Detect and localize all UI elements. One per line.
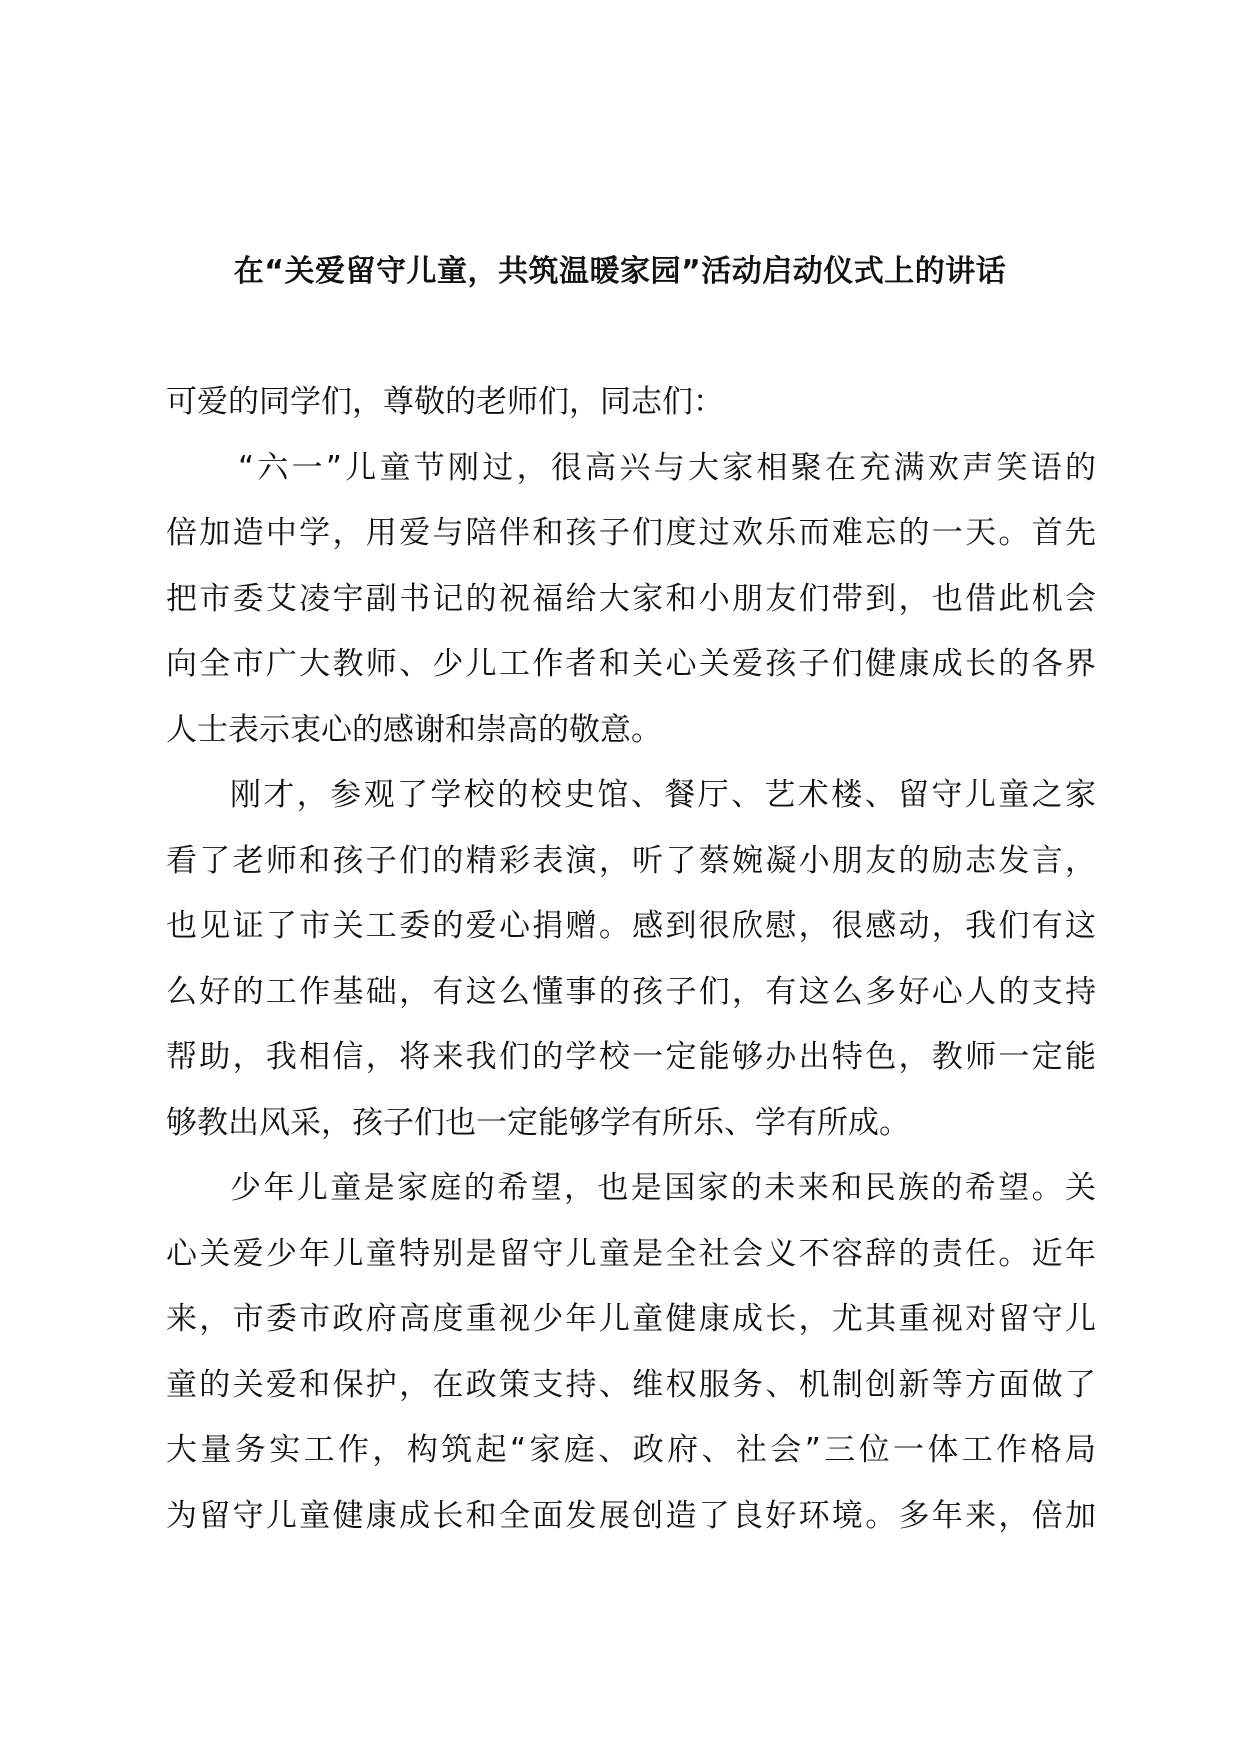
paragraph-2-line-5: 帮助，我相信，将来我们的学校一定能够办出特色，教师一定能 (166, 1039, 1096, 1075)
paragraph-3-line-6: 为留守儿童健康成长和全面发展创造了良好环境。多年来，倍加 (166, 1497, 1096, 1534)
paragraph-2-line-1: 刚才，参观了学校的校史馆、餐厅、艺术楼、留守儿童之家 (230, 777, 1096, 813)
paragraph-2-line-2: 看了老师和孩子们的精彩表演，听了蔡婉凝小朋友的励志发言， (166, 842, 1096, 879)
paragraph-2-line-3: 也见证了市关工委的爱心捐赠。感到很欣慰，很感动，我们有这 (166, 908, 1096, 944)
paragraph-1-line-5: 人士表示衷心的感谢和崇高的敬意。 (166, 711, 662, 748)
paragraph-3-line-3: 来，市委市政府高度重视少年儿童健康成长，尤其重视对留守儿 (166, 1301, 1096, 1337)
paragraph-3-line-5: 大量务实工作，构筑起“家庭、政府、社会”三位一体工作格局 (166, 1432, 1096, 1468)
paragraph-1-line-1: “六一”儿童节刚过，很高兴与大家相聚在充满欢声笑语的 (238, 449, 1096, 486)
paragraph-1-line-2: 倍加造中学，用爱与陪伴和孩子们度过欢乐而难忘的一天。首先 (166, 515, 1096, 551)
paragraph-1-line-3: 把市委艾凌宇副书记的祝福给大家和小朋友们带到，也借此机会 (166, 580, 1096, 617)
paragraph-3-line-4: 童的关爱和保护，在政策支持、维权服务、机制创新等方面做了 (166, 1366, 1096, 1403)
paragraph-2-line-4: 么好的工作基础，有这么懂事的孩子们，有这么多好心人的支持 (166, 973, 1096, 1010)
paragraph-2-line-6: 够教出风采，孩子们也一定能够学有所乐、学有所成。 (166, 1104, 910, 1141)
paragraph-3-line-1: 少年儿童是家庭的希望，也是国家的未来和民族的希望。关 (230, 1170, 1096, 1206)
document-body (166, 370, 1096, 1549)
paragraph-1-line-4: 向全市广大教师、少儿工作者和关心关爱孩子们健康成长的各界 (166, 646, 1096, 682)
salutation: 可爱的同学们，尊敬的老师们，同志们： (166, 384, 724, 420)
paragraph-3-line-2: 心关爱少年儿童特别是留守儿童是全社会义不容辞的责任。近年 (166, 1235, 1096, 1272)
document-title: 在“关爱留守儿童，共筑温暖家园”活动启动仪式上的讲话 (233, 254, 1007, 289)
